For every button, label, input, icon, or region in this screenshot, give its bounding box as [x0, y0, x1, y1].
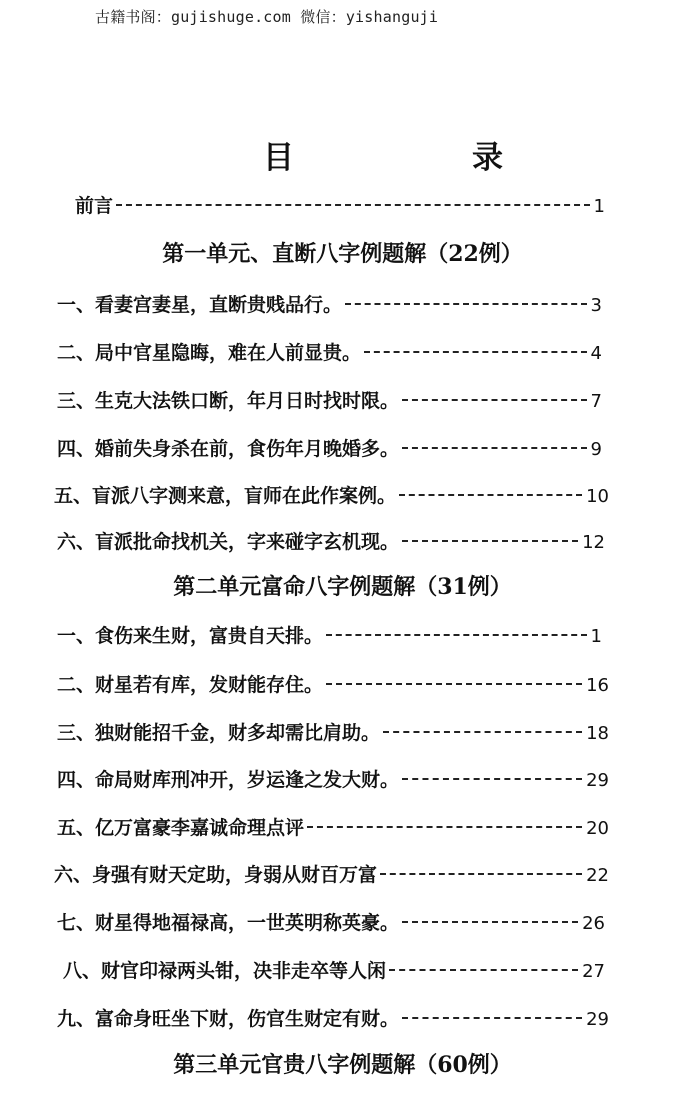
entry-text: 五、亿万富豪李嘉诚命理点评	[57, 817, 305, 839]
dot-leader	[402, 1017, 582, 1019]
toc-entry[interactable]	[57, 670, 609, 697]
entry-text: 六、盲派批命找机关，字来碰字玄机现。	[57, 531, 400, 553]
toc-entry[interactable]	[57, 1004, 609, 1031]
entry-text: 一、看妻宫妻星，直断贵贱品行。	[57, 294, 343, 316]
dot-leader	[307, 826, 582, 828]
page-number: 3	[590, 295, 602, 316]
dot-leader	[389, 969, 578, 971]
dot-leader	[345, 303, 587, 305]
title-char-2: 录	[472, 140, 503, 176]
page-number: 29	[586, 1009, 609, 1030]
page-number: 7	[590, 391, 602, 412]
entry-text: 三、独财能招千金，财多却需比肩助。	[57, 722, 381, 744]
section-heading-1: 第一单元、直断八字例题解（22例）	[162, 241, 523, 267]
entry-text: 前言	[75, 195, 114, 217]
entry-text: 一、食伤来生财，富贵自天排。	[57, 625, 324, 647]
entry-text: 四、命局财库刑冲开，岁运逢之发大财。	[57, 769, 400, 791]
entry-text: 九、富命身旺坐下财，伤官生财定有财。	[57, 1008, 400, 1030]
toc-entry[interactable]	[57, 813, 609, 840]
page-title	[200, 132, 560, 177]
entry-text: 二、财星若有库，发财能存住。	[57, 674, 324, 696]
entry-text: 七、财星得地福禄高，一世英明称英豪。	[57, 912, 400, 934]
section-heading-2: 第二单元富命八字例题解（31例）	[173, 574, 512, 600]
dot-leader	[116, 204, 590, 206]
entry-text: 六、身强有财天定助，身弱从财百万富	[54, 864, 378, 886]
page-number: 22	[586, 865, 609, 886]
page-number: 1	[593, 196, 605, 217]
dot-leader	[402, 778, 582, 780]
page-number: 9	[590, 439, 602, 460]
toc-entry[interactable]	[54, 860, 609, 887]
page-number: 20	[586, 818, 609, 839]
entry-text: 三、生克大法铁口断，年月日时找时限。	[57, 390, 400, 412]
page-number: 4	[590, 343, 602, 364]
page-number: 1	[590, 626, 602, 647]
toc-entry[interactable]	[57, 718, 609, 745]
dot-leader	[399, 494, 582, 496]
toc-entry[interactable]	[57, 621, 602, 648]
page-number: 10	[586, 486, 609, 507]
toc-entry[interactable]	[57, 434, 602, 461]
dot-leader	[402, 540, 578, 542]
entry-text: 五、盲派八字测来意，盲师在此作案例。	[54, 485, 397, 507]
page-number: 26	[582, 913, 605, 934]
dot-leader	[380, 873, 582, 875]
page-number: 29	[586, 770, 609, 791]
toc-entry[interactable]	[57, 765, 609, 792]
dot-leader	[402, 447, 587, 449]
dot-leader	[402, 921, 578, 923]
entry-text: 二、局中官星隐晦，难在人前显贵。	[57, 342, 362, 364]
page-number: 18	[586, 723, 609, 744]
toc-entry[interactable]	[63, 956, 605, 983]
toc-entry[interactable]	[57, 908, 605, 935]
watermark-header: 古籍书阁：gujishuge.com 微信：yishanguji	[95, 8, 439, 26]
dot-leader	[364, 351, 587, 353]
section-heading-3: 第三单元官贵八字例题解（60例）	[173, 1052, 512, 1078]
toc-entry[interactable]	[54, 481, 609, 508]
toc-entry[interactable]	[57, 290, 602, 317]
title-char-1: 目	[263, 140, 294, 176]
toc-entry[interactable]	[57, 386, 602, 413]
dot-leader	[326, 634, 587, 636]
entry-text: 四、婚前失身杀在前，食伤年月晚婚多。	[57, 438, 400, 460]
page-number: 27	[582, 961, 605, 982]
dot-leader	[326, 683, 582, 685]
dot-leader	[383, 731, 582, 733]
toc-entry-preface[interactable]	[75, 191, 605, 218]
page-number: 16	[586, 675, 609, 696]
page-number: 12	[582, 532, 605, 553]
toc-entry[interactable]	[57, 527, 605, 554]
toc-entry[interactable]	[57, 338, 602, 365]
entry-text: 八、财官印禄两头钳，决非走卒等人闲	[63, 960, 387, 982]
dot-leader	[402, 399, 587, 401]
